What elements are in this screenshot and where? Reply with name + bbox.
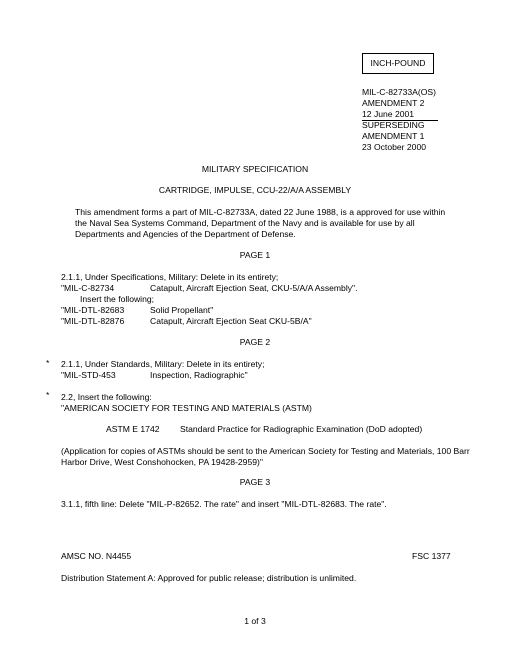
page-2-heading: PAGE 2 — [239, 337, 271, 347]
inserted-doc-2-number: "MIL-DTL-82876 — [61, 316, 125, 326]
amendment-date: 12 June 2001 — [362, 110, 438, 121]
astm-organization: "AMERICAN SOCIETY FOR TESTING AND MATERIALS (ASTM) — [61, 403, 312, 413]
deleted-doc-number: "MIL-C-82734 — [61, 283, 115, 293]
doc-number: MIL-C-82733A(OS) — [362, 87, 437, 97]
page-number: 1 of 3 — [244, 616, 266, 626]
astm-note-line-1: (Application for copies of ASTMs should be sent to the American Society for Testing and Materials, 100 Barr — [61, 446, 470, 456]
change-marker-1: * — [46, 358, 50, 368]
change-marker-2: * — [46, 390, 50, 400]
fsc-number: FSC 1377 — [412, 551, 451, 561]
inch-pound-box: INCH-POUND — [362, 53, 434, 74]
inserted-doc-1-number: "MIL-DTL-82683 — [61, 305, 125, 315]
insert-label: Insert the following; — [80, 294, 155, 304]
inserted-doc-1-title: Solid Propellant" — [150, 305, 214, 315]
intro-line-3: Departments and Agencies of the Department of Defense. — [75, 229, 296, 239]
page-1-paragraph: 2.1.1, Under Specifications, Military: Delete in its entirety; — [61, 272, 279, 282]
intro-line-1: This amendment forms a part of MIL-C-82733A, dated 22 June 1988, is a approved for use within — [75, 207, 446, 217]
inserted-doc-2-title: Catapult, Aircraft Ejection Seat CKU-5B/A" — [150, 316, 312, 326]
spec-subject-title: CARTRIDGE, IMPULSE, CCU-22/A/A ASSEMBLY — [158, 185, 352, 195]
previous-amendment: AMENDMENT 1 — [362, 131, 425, 141]
page-3-paragraph: 3.1.1, fifth line: Delete "MIL-P-82652. The rate" and insert "MIL-DTL-82683. The rate". — [61, 499, 387, 509]
page-2-paragraph-2: 2.2, Insert the following: — [61, 392, 152, 402]
astm-doc-number: ASTM E 1742 — [106, 424, 160, 434]
astm-note-line-2: Harbor Drive, West Conshohocken, PA 19428-2959)" — [61, 457, 263, 467]
intro-line-2: the Naval Sea Systems Command, Department of the Navy and is available for use by all — [75, 218, 415, 228]
standard-doc-title: Inspection, Radiographic" — [150, 370, 248, 380]
previous-amendment-date: 23 October 2000 — [362, 142, 427, 152]
page-3-heading: PAGE 3 — [239, 477, 271, 487]
page-2-paragraph-1: 2.1.1, Under Standards, Military: Delete in its entirety; — [61, 359, 265, 369]
amsc-number: AMSC NO. N4455 — [61, 551, 132, 561]
spec-type-title: MILITARY SPECIFICATION — [201, 164, 309, 174]
page-1-heading: PAGE 1 — [239, 250, 271, 260]
deleted-doc-title: Catapult, Aircraft Ejection Seat, CKU-5/A/A Assembly". — [150, 283, 358, 293]
amendment-number: AMENDMENT 2 — [362, 98, 425, 108]
distribution-statement: Distribution Statement A: Approved for public release; distribution is unlimited. — [61, 573, 357, 583]
astm-doc-title: Standard Practice for Radiographic Examination (DoD adopted) — [180, 424, 423, 434]
standard-doc-number: "MIL-STD-453 — [61, 370, 116, 380]
superseding-label: SUPERSEDING — [362, 120, 425, 130]
